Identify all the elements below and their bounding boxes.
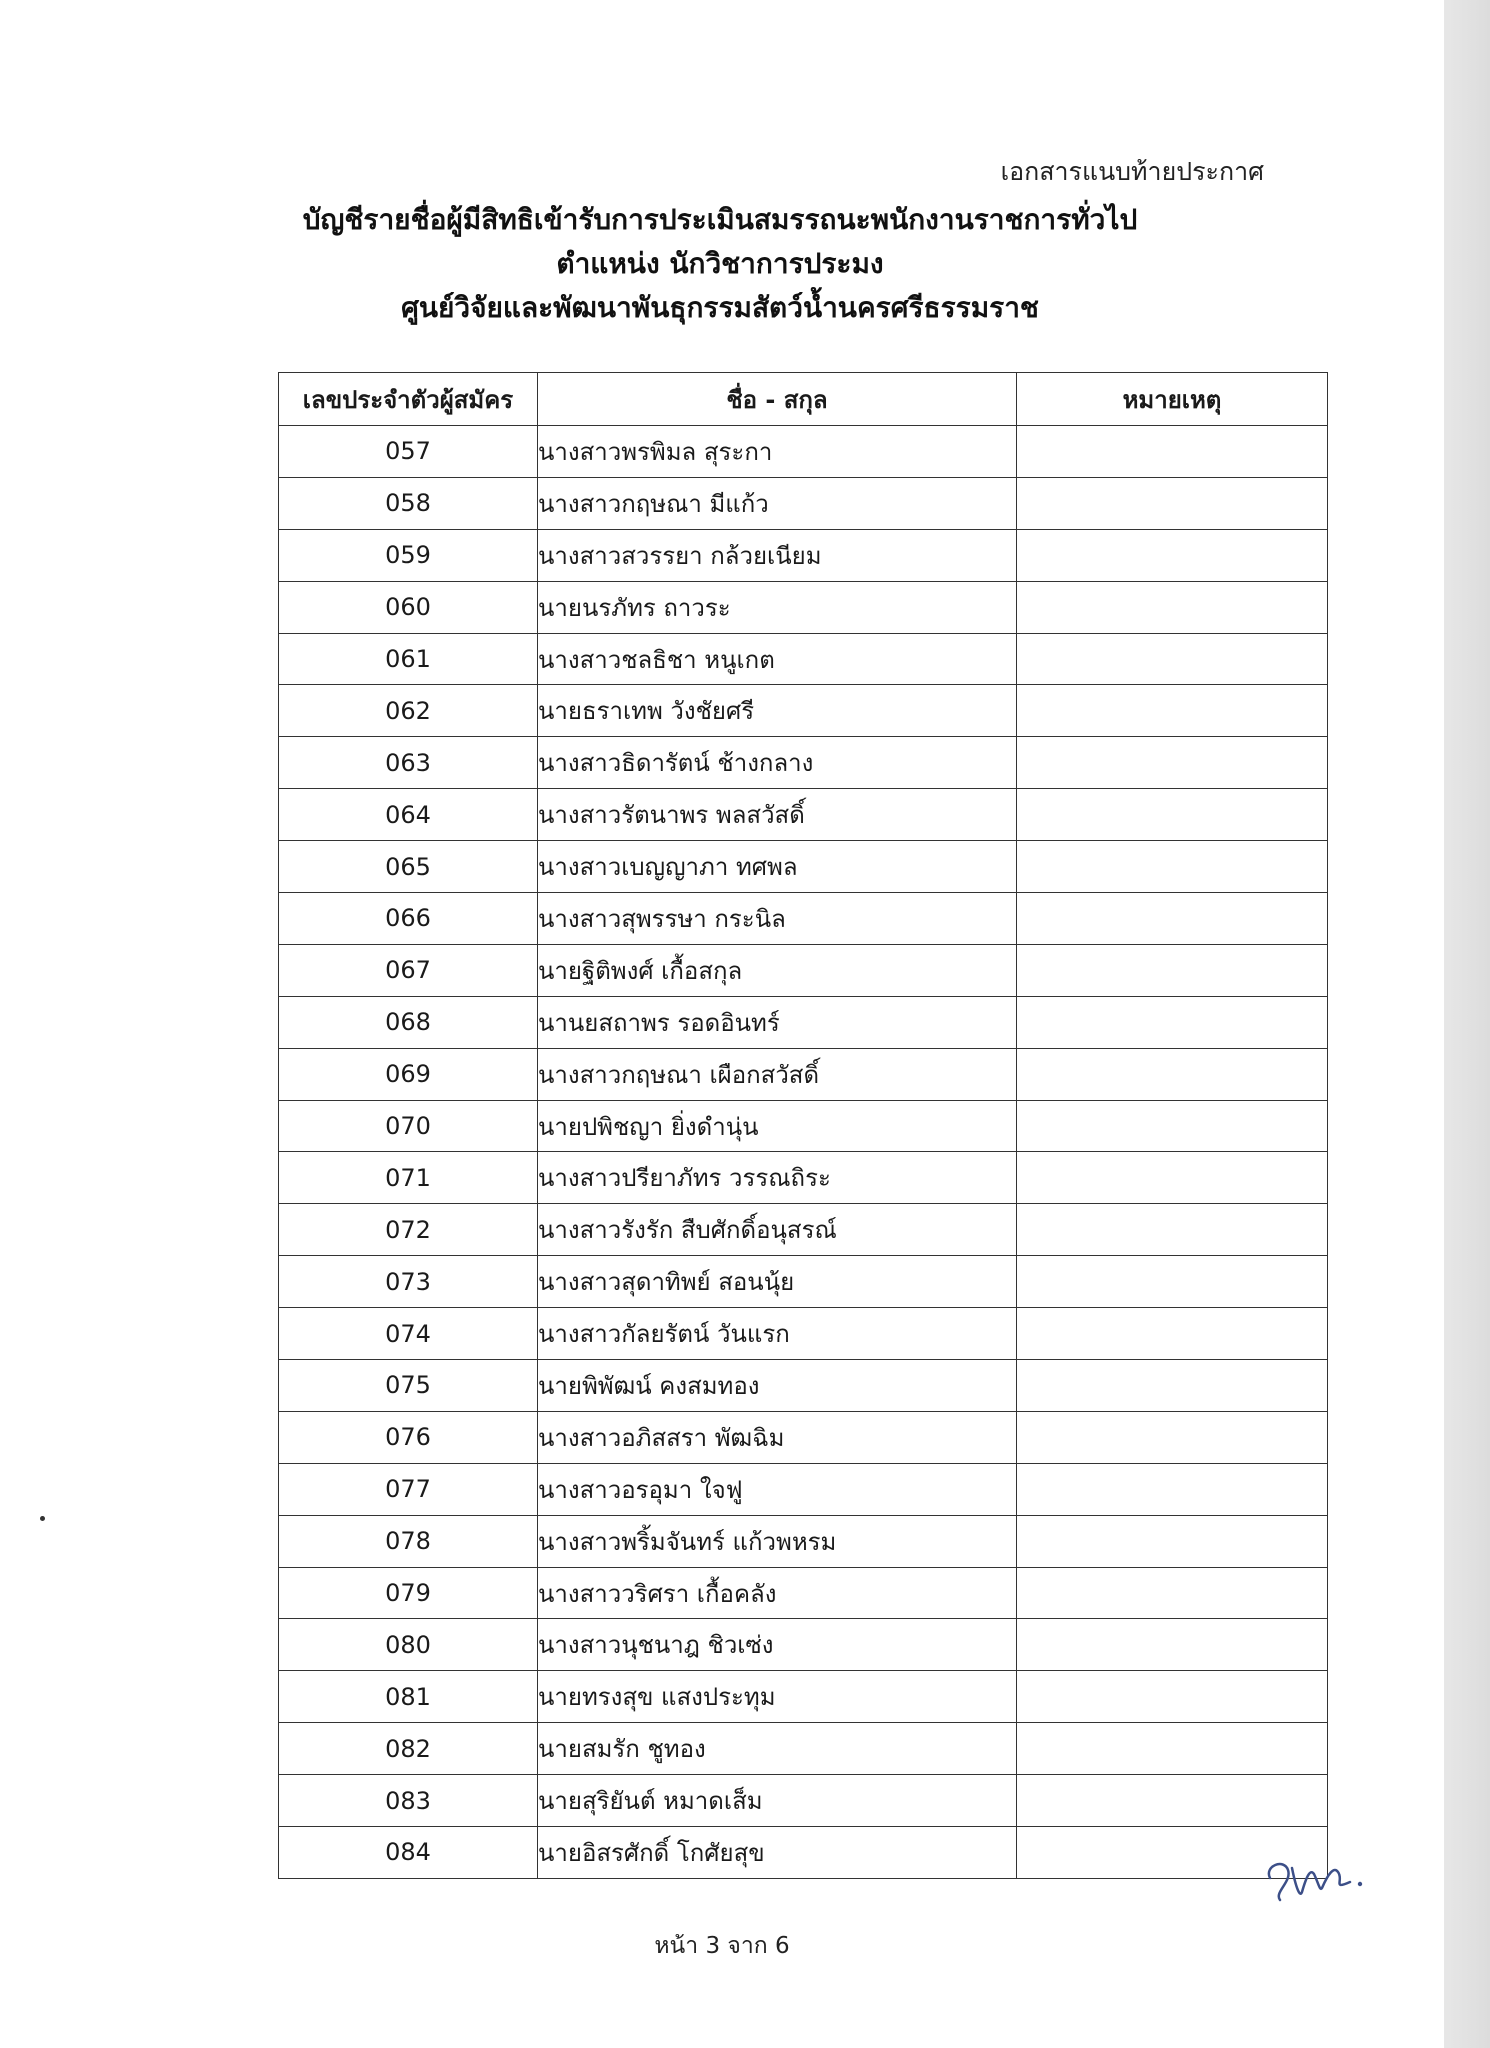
applicant-id-cell: 076 [279,1411,538,1463]
applicant-name-cell: นายปพิชญา ยิ่งดำนุ่น [538,1100,1017,1152]
applicant-name-cell: นางสาวกฤษณา มีแก้ว [538,477,1017,529]
note-cell [1017,1671,1328,1723]
title-line-3: ศูนย์วิจัยและพัฒนาพันธุกรรมสัตว์น้ำนครศรีธรรมราช [401,291,1039,324]
applicant-id-cell: 059 [279,529,538,581]
applicant-name-cell: นายนรภัทร ถาวระ [538,581,1017,633]
applicant-name-cell: นางสาวธิดารัตน์ ช้างกลาง [538,737,1017,789]
note-cell [1017,1308,1328,1360]
applicant-name-cell: นางสาววริศรา เกื้อคลัง [538,1567,1017,1619]
applicant-id-cell: 084 [279,1827,538,1879]
applicant-id-cell: 078 [279,1515,538,1567]
table-row [279,1567,1328,1619]
note-cell [1017,685,1328,737]
table-row [279,1048,1328,1100]
applicant-name-cell: นายสมรัก ชูทอง [538,1723,1017,1775]
scan-margin [1444,0,1490,2048]
note-cell [1017,1360,1328,1412]
applicant-name-cell: นายสุริยันต์ หมาดเส็ม [538,1775,1017,1827]
note-cell [1017,944,1328,996]
applicant-id-cell: 061 [279,633,538,685]
table-row [279,1411,1328,1463]
applicant-name-cell: นางสาวรัตนาพร พลสวัสดิ์ [538,789,1017,841]
scan-speck [40,1516,45,1521]
applicant-id-cell: 069 [279,1048,538,1100]
table-row [279,1204,1328,1256]
applicant-id-cell: 068 [279,996,538,1048]
table-row [279,529,1328,581]
applicant-name-cell: นางสาวพรพิมล สุระกา [538,426,1017,478]
note-cell [1017,1204,1328,1256]
applicant-id-cell: 082 [279,1723,538,1775]
applicant-id-cell: 063 [279,737,538,789]
table-row [279,1152,1328,1204]
applicant-id-cell: 070 [279,1100,538,1152]
applicant-name-cell: นางสาวปรียาภัทร วรรณถิระ [538,1152,1017,1204]
note-cell [1017,1152,1328,1204]
table-row [279,477,1328,529]
note-cell [1017,789,1328,841]
note-cell [1017,529,1328,581]
applicant-name-cell: นายพิพัฒน์ คงสมทอง [538,1360,1017,1412]
column-header-id: เลขประจำตัวผู้สมัคร [279,373,538,426]
applicant-name-cell: นางสาวอภิสสรา พัฒฉิม [538,1411,1017,1463]
table-row [279,1308,1328,1360]
applicant-id-cell: 062 [279,685,538,737]
applicant-id-cell: 075 [279,1360,538,1412]
applicant-name-cell: นานยสถาพร รอดอินทร์ [538,996,1017,1048]
note-cell [1017,1256,1328,1308]
note-cell [1017,1619,1328,1671]
note-cell [1017,841,1328,893]
applicant-name-cell: นางสาวอรอุมา ใจฟู [538,1463,1017,1515]
table-row [279,893,1328,945]
table-row [279,581,1328,633]
note-cell [1017,1048,1328,1100]
applicant-id-cell: 057 [279,426,538,478]
table-header-row [279,373,1328,426]
applicant-id-cell: 081 [279,1671,538,1723]
applicant-id-cell: 066 [279,893,538,945]
applicant-id-cell: 067 [279,944,538,996]
applicant-name-cell: นางสาวพริ้มจันทร์ แก้วพหรม [538,1515,1017,1567]
table-row [279,1671,1328,1723]
note-cell [1017,581,1328,633]
applicant-name-cell: นางสาวกฤษณา เผือกสวัสดิ์ [538,1048,1017,1100]
title-line-2: ตำแหน่ง นักวิชาการประมง [556,247,884,280]
table-row [279,633,1328,685]
note-cell [1017,1411,1328,1463]
table-row [279,737,1328,789]
applicant-id-cell: 072 [279,1204,538,1256]
applicant-name-cell: นายฐิติพงศ์ เกื้อสกุล [538,944,1017,996]
applicant-name-cell: นางสาวกัลยรัตน์ วันแรก [538,1308,1017,1360]
table-row [279,1100,1328,1152]
note-cell [1017,1463,1328,1515]
table-row [279,1515,1328,1567]
applicant-id-cell: 071 [279,1152,538,1204]
applicant-id-cell: 065 [279,841,538,893]
table-row [279,789,1328,841]
applicant-id-cell: 073 [279,1256,538,1308]
column-header-name: ชื่อ - สกุล [538,373,1017,426]
note-cell [1017,996,1328,1048]
applicant-name-cell: นางสาวสุดาทิพย์ สอนนุ้ย [538,1256,1017,1308]
applicant-name-cell: นายธราเทพ วังชัยศรี [538,685,1017,737]
applicant-table [278,372,1328,1879]
table-row [279,1619,1328,1671]
note-cell [1017,893,1328,945]
table-row [279,685,1328,737]
applicant-id-cell: 058 [279,477,538,529]
table-row [279,1256,1328,1308]
applicant-name-cell: นายอิสรศักดิ์ โกศัยสุข [538,1827,1017,1879]
note-cell [1017,737,1328,789]
document-title [270,198,1170,330]
applicant-name-cell: นายทรงสุข แสงประทุม [538,1671,1017,1723]
note-cell [1017,426,1328,478]
applicant-id-cell: 060 [279,581,538,633]
applicant-id-cell: 074 [279,1308,538,1360]
table-row [279,1723,1328,1775]
table-row [279,841,1328,893]
note-cell [1017,1100,1328,1152]
title-line-1: บัญชีรายชื่อผู้มีสิทธิเข้ารับการประเมินสมรรถนะพนักงานราชการทั่วไป [302,203,1138,236]
table-row [279,1463,1328,1515]
note-cell [1017,477,1328,529]
note-cell [1017,1723,1328,1775]
initials-signature [1262,1848,1372,1912]
annex-label: เอกสารแนบท้ายประกาศ [1000,157,1264,186]
table-row [279,996,1328,1048]
applicant-id-cell: 077 [279,1463,538,1515]
applicant-id-cell: 083 [279,1775,538,1827]
applicant-name-cell: นางสาวเบญญาภา ทศพล [538,841,1017,893]
table-row [279,1827,1328,1879]
applicant-name-cell: นางสาวรังรัก สืบศักดิ์อนุสรณ์ [538,1204,1017,1256]
applicant-id-cell: 064 [279,789,538,841]
note-cell [1017,1515,1328,1567]
applicant-name-cell: นางสาวชลธิชา หนูเกต [538,633,1017,685]
applicant-id-cell: 080 [279,1619,538,1671]
signature-mark [1262,1848,1372,1908]
table-row [279,1775,1328,1827]
note-cell [1017,1567,1328,1619]
applicant-id-cell: 079 [279,1567,538,1619]
note-cell [1017,633,1328,685]
page-number: หน้า 3 จาก 6 [654,1933,790,1959]
note-cell [1017,1775,1328,1827]
applicant-name-cell: นางสาวนุชนาฎ ชิวเซ่ง [538,1619,1017,1671]
table-row [279,1360,1328,1412]
table-row [279,426,1328,478]
table-row [279,944,1328,996]
applicant-name-cell: นางสาวสุพรรษา กระนิล [538,893,1017,945]
column-header-note: หมายเหตุ [1017,373,1328,426]
applicant-name-cell: นางสาวสวรรยา กล้วยเนียม [538,529,1017,581]
